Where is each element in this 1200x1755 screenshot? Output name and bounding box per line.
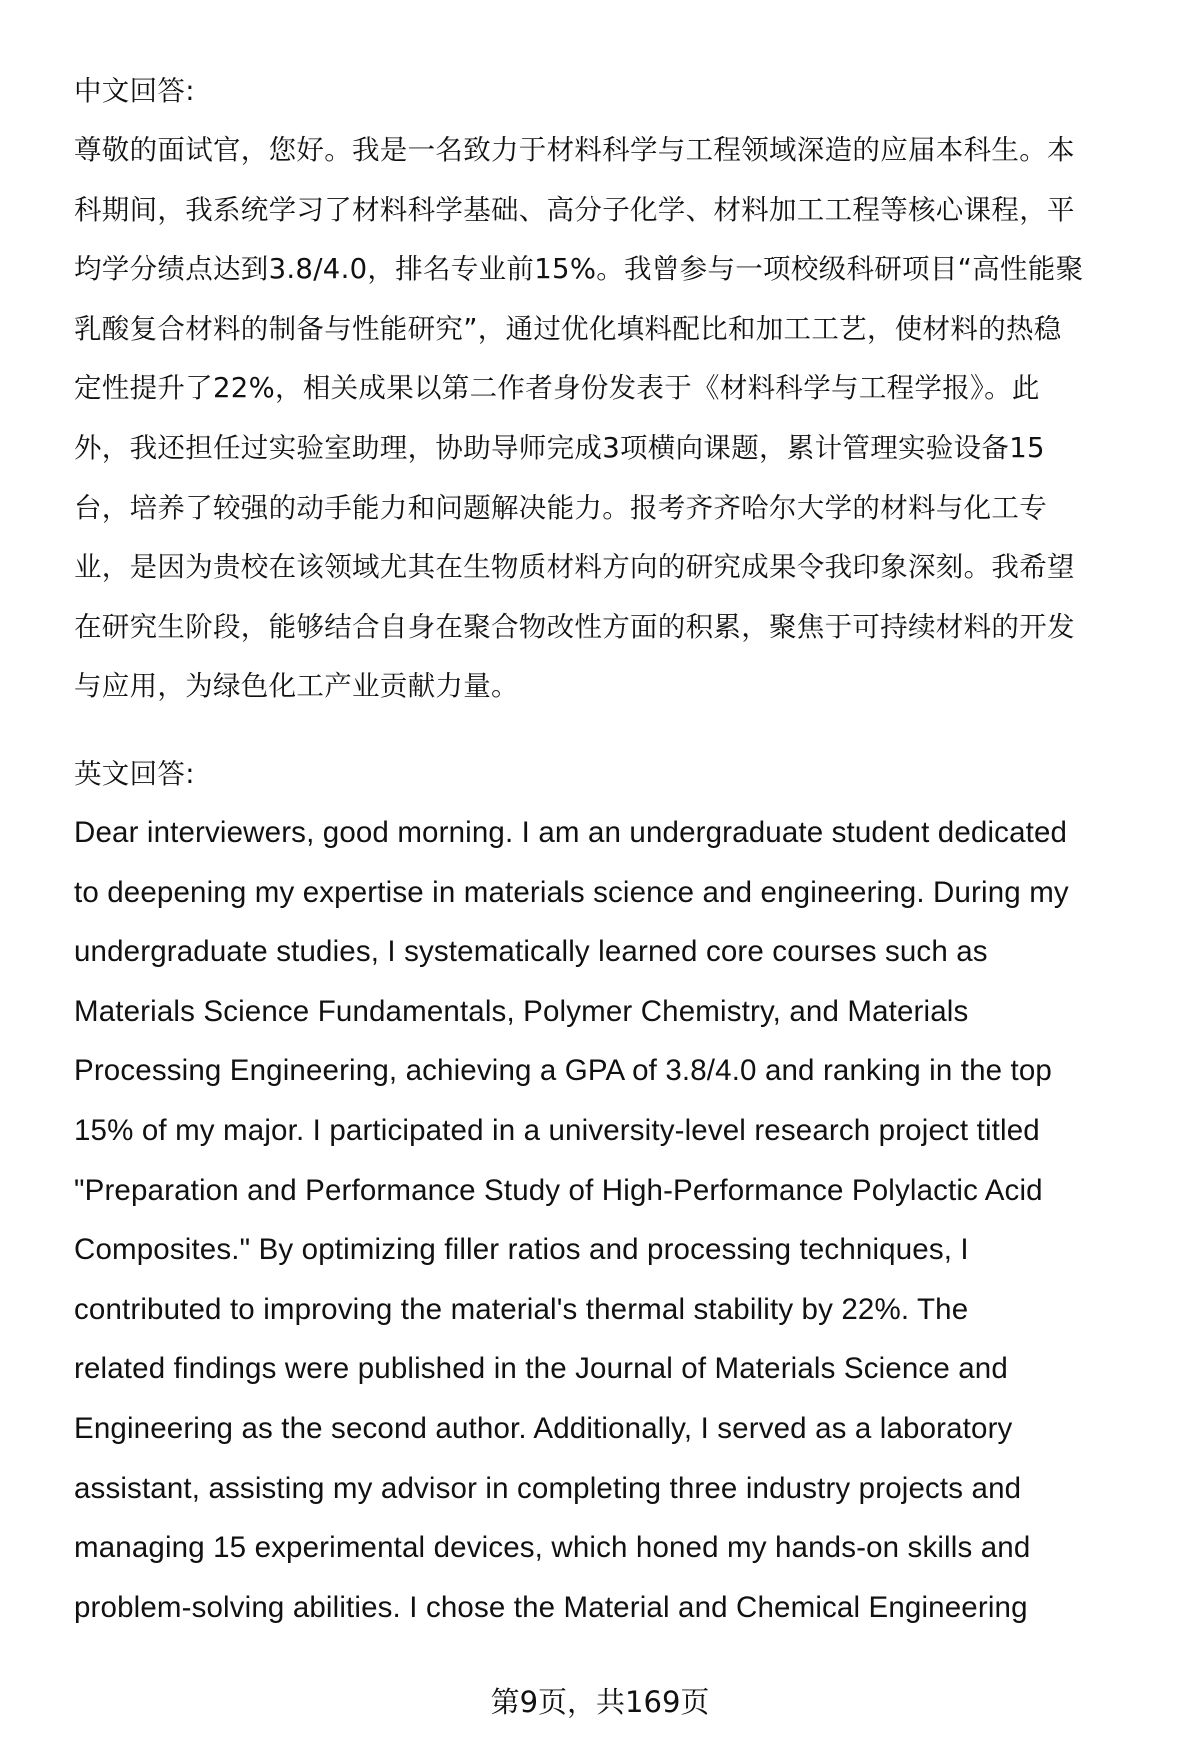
text-line: assistant, assisting my advisor in completing three industry projects and [74,1471,1022,1505]
text-line: Materials Science Fundamentals, Polymer Chemistry, and Materials [74,994,969,1028]
text-line: 15% of my major. I participated in a university-level research project titled [74,1114,1040,1147]
text-line: Engineering as the second author. Additionally, I served as a laboratory [74,1412,1013,1445]
text-line: managing 15 experimental devices, which honed my hands-on skills and [74,1531,1031,1565]
page-number: 第9页，共169页 [490,1685,710,1719]
text-line: contributed to improving the material's thermal stability by 22%. The [74,1292,969,1326]
zh-heading: 中文回答: [74,75,195,107]
text-line: 乳酸复合材料的制备与性能研究”，通过优化填料配比和加工工艺，使材料的热稳 [74,312,1062,345]
text-line: 外，我还担任过实验室助理，协助导师完成3项横向课题，累计管理实验设备15 [74,432,1045,464]
text-line: related findings were published in the Journal of Materials Science and [74,1352,1008,1386]
text-line: 与应用，为绿色化工产业贡献力量。 [74,670,519,703]
text-line: Composites." By optimizing filler ratios and processing techniques, I [74,1233,969,1267]
text-line: "Preparation and Performance Study of High-Performance Polylactic Acid [74,1173,1043,1207]
text-line: problem-solving abilities. I chose the Material and Chemical Engineering [74,1590,1028,1624]
text-line: 在研究生阶段，能够结合自身在聚合物改性方面的积累，聚焦于可持续材料的开发 [74,610,1075,643]
text-line: to deepening my expertise in materials science and engineering. During my [74,875,1069,909]
text-line: 尊敬的面试官，您好。我是一名致力于材料科学与工程领域深造的应届本科生。本 [74,134,1075,166]
text-line: Dear interviewers, good morning. I am an undergraduate student dedicated [74,816,1068,849]
text-line: 定性提升了22%，相关成果以第二作者身份发表于《材料科学与工程学报》。此 [74,372,1040,405]
text-line: 台，培养了较强的动手能力和问题解决能力。报考齐齐哈尔大学的材料与化工专 [74,491,1047,524]
text-line: undergraduate studies, I systematically learned core courses such as [74,935,988,969]
text-line: Processing Engineering, achieving a GPA of 3.8/4.0 and ranking in the top [74,1054,1052,1088]
text-line: 业，是因为贵校在该领域尤其在生物质材料方向的研究成果令我印象深刻。我希望 [74,551,1075,584]
en-heading: 英文回答: [74,758,195,790]
text-line: 科期间，我系统学习了材料科学基础、高分子化学、材料加工工程等核心课程，平 [74,193,1075,226]
text-line: 均学分绩点达到3.8/4.0，排名专业前15%。我曾参与一项校级科研项目“高性能聚 [74,253,1084,286]
